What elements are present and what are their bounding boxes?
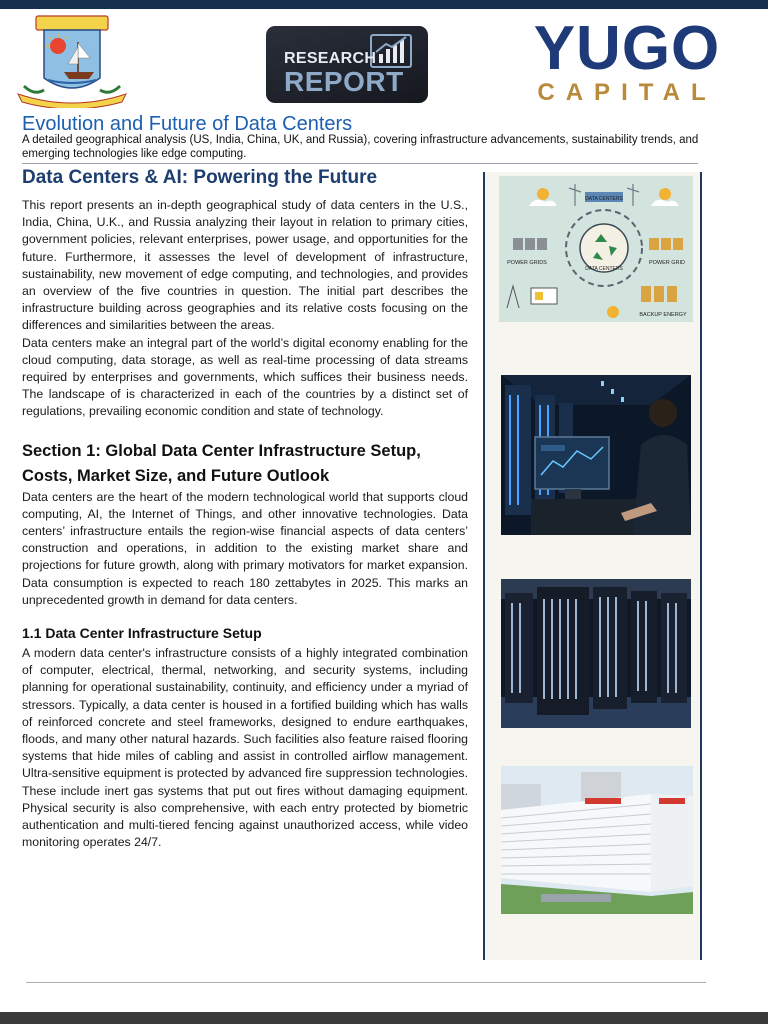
main-content (22, 166, 468, 852)
infographic-top-label: DATA CENTERS (585, 196, 623, 202)
intro-paragraph-1: This report presents an in-depth geographical study of data centers in the U.S., India, China, U.K., and Russia analyzing their layout in relation to primary cities, government policies, relevant enterprises, power usage, and opportunities for the future. Furthermore, it assesses the level of development of infrastructure, sustainability, new movement of edge computing, and technologies, and provides an overview of the five countries in question. The initial part describes the infrastructure building across geographies and its relative costs focusing on the differences and similarities between the areas. (22, 198, 468, 333)
engineer-workstation-photo (501, 375, 691, 535)
badge-report-text: REPORT (284, 66, 404, 97)
section-1-paragraph: Data centers are the heart of the modern technological world that supports cloud computing, AI, the Internet of Things, and other innovative technologies. Data centers’ infrastructure entails the region-wise financial aspects of data centers’ construction and operations, in addition to the existing market share and projections for future growth, along with primary motivators for market expansion. Data consumption is expected to reach 180 zettabytes in 2025. This marks an unprecedented growth in demand for data centers. (22, 489, 468, 607)
infographic-bottom-label: BACKUP ENERGY (639, 312, 687, 318)
brand-wordmark: YUGO (533, 14, 721, 83)
bar-chart-icon (370, 34, 412, 68)
section-1-heading: Section 1: Global Data Center Infrastructure Setup, Costs, Market Size, and Future Outlook (22, 441, 421, 485)
server-racks-photo (501, 579, 691, 728)
document-title: Evolution and Future of Data Centers (22, 113, 353, 135)
data-centers-infographic (499, 176, 693, 322)
document-subtitle: A detailed geographical analysis (US, India, China, UK, and Russia), covering infrastructure advancements, sustainability trends, and emerging technologies like edge computing. (22, 134, 699, 160)
subsection-1-1-paragraph: A modern data center's infrastructure consists of a highly integrated combination of computer, electrical, thermal, networking, and security systems, including planning for operational sustainability, continuity, and efficiency under a myriad of stressors. Typically, a data center is housed in a fortified building which has walls of reinforced concrete and steel frameworks, designed to endure earthquakes, floods, and many other natural hazards. Such facilities also feature raised flooring systems that hide miles of cabling and assist in controlled airflow management. Ultra-sensitive equipment is protected by advanced fire suppression technologies. These include inert gas systems that put out fires without damaging equipment. Physical security is also comprehensive, with each entry protected by biometric authentication and multi-tiered fencing against unauthorized access, while video monitoring operates 24/7. (22, 646, 468, 850)
top-bar (0, 0, 768, 9)
intro-paragraph-2: Data centers make an integral part of the world’s digital economy enabling for the cloud computing, data storage, as well as real-time processing of data streams required by enterprises and governments, which suffices their business needs. The landscape of is characterized in each of the countries by a distinct set of regulations, prevailing economic condition and state of technology. (22, 335, 468, 419)
subsection-1-1-heading: 1.1 Data Center Infrastructure Setup (22, 625, 262, 642)
data-center-building-photo (501, 766, 693, 914)
research-report-badge (266, 26, 428, 103)
infographic-center-label: DATA CENTERS (585, 266, 623, 272)
infographic-left-label: POWER GRIDS (507, 260, 547, 266)
title-divider (22, 163, 698, 164)
bottom-bar (0, 1012, 768, 1024)
infographic-right-label: POWER GRID (648, 260, 686, 266)
footer-divider (26, 982, 706, 983)
badge-research-text: RESEARCH (284, 50, 377, 67)
intro-heading: Data Centers & AI: Powering the Future (22, 167, 378, 188)
college-seal-logo (14, 12, 130, 108)
brand-subtitle: CAPITAL (537, 79, 717, 106)
